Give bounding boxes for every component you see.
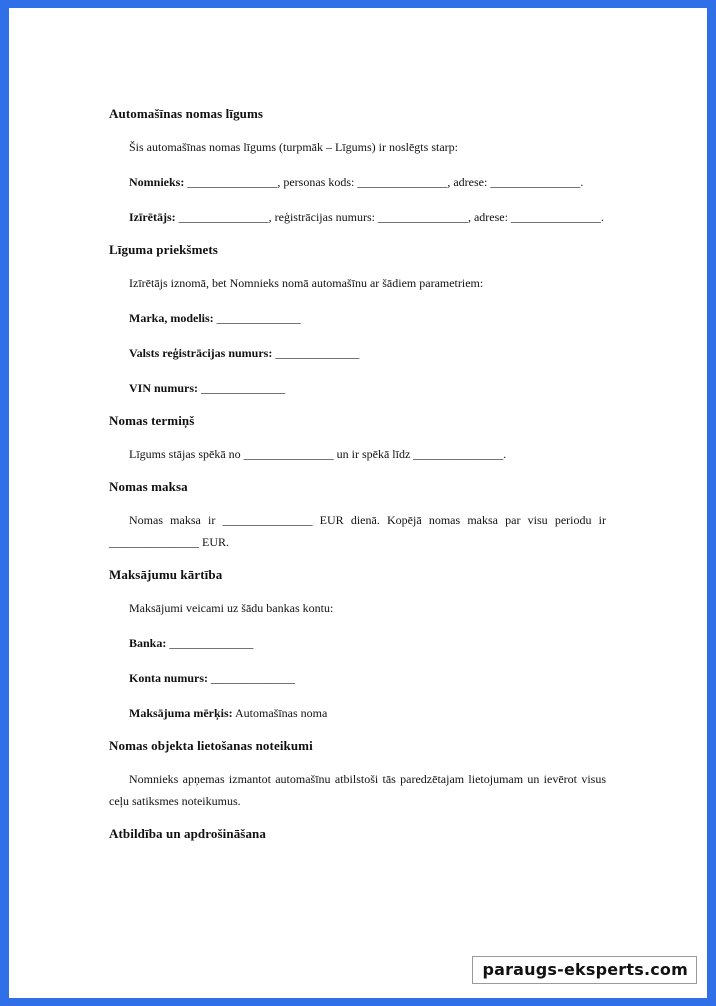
term-heading: Nomas termiņš (109, 413, 195, 428)
tenant-text: _______________, personas kods: _______________, adrese: _______________. (184, 175, 584, 189)
usage-heading: Nomas objekta lietošanas noteikumi (109, 738, 313, 753)
term-paragraph: Līgums stājas spēkā no _______________ un ir spēkā līdz _______________. (129, 447, 507, 461)
fee-heading: Nomas maksa (109, 479, 188, 494)
liability-heading: Atbildība un apdrošināšana (109, 826, 266, 841)
registration-number-label: Valsts reģistrācijas numurs: (129, 346, 273, 360)
vin-label: VIN numurs: (129, 381, 199, 395)
usage-paragraph: Nomnieks apņemas izmantot automašīnu atbilstoši tās paredzētajam lietojumam un ievērot visus ceļu satiksmes noteikumus. (109, 772, 606, 808)
payment-heading: Maksājumu kārtība (109, 567, 223, 582)
purpose-label: Maksājuma mērķis: (129, 706, 233, 720)
document-page (9, 8, 707, 998)
make-model-field (109, 307, 606, 329)
vin-field (109, 377, 606, 399)
bank-label: Banka: (129, 636, 167, 650)
vin-value: ______________ (198, 381, 286, 395)
payment-paragraph: Maksājumi veicami uz šādu bankas kontu: (129, 601, 334, 615)
make-model-value: ______________ (213, 311, 301, 325)
lessor-label: Izīrētājs: (129, 210, 176, 224)
tenant-paragraph (109, 171, 606, 193)
subject-heading: Līguma priekšmets (109, 242, 218, 257)
fee-paragraph: Nomas maksa ir _______________ EUR dienā. Kopējā nomas maksa par visu periodu ir _______________ EUR. (109, 513, 606, 549)
subject-paragraph: Izīrētājs iznomā, bet Nomnieks nomā automašīnu ar šādiem parametriem: (129, 276, 484, 290)
account-field (109, 667, 606, 689)
watermark-badge: paraugs-eksperts.com (472, 956, 697, 984)
registration-number-value: ______________ (272, 346, 360, 360)
bank-value: ______________ (166, 636, 254, 650)
lessor-paragraph (109, 206, 606, 228)
lessor-text: _______________, reģistrācijas numurs: _______________, adrese: _______________. (175, 210, 604, 224)
account-value: ______________ (208, 671, 296, 685)
registration-number-field (109, 342, 606, 364)
purpose-field (109, 702, 606, 724)
document-content (109, 104, 606, 844)
account-label: Konta numurs: (129, 671, 209, 685)
document-title: Automašīnas nomas līgums (109, 106, 264, 121)
bank-field (109, 632, 606, 654)
intro-paragraph: Šis automašīnas nomas līgums (turpmāk – Līgums) ir noslēgts starp: (129, 140, 458, 154)
tenant-label: Nomnieks: (129, 175, 185, 189)
make-model-label: Marka, modelis: (129, 311, 214, 325)
purpose-value: Automašīnas noma (232, 706, 328, 720)
